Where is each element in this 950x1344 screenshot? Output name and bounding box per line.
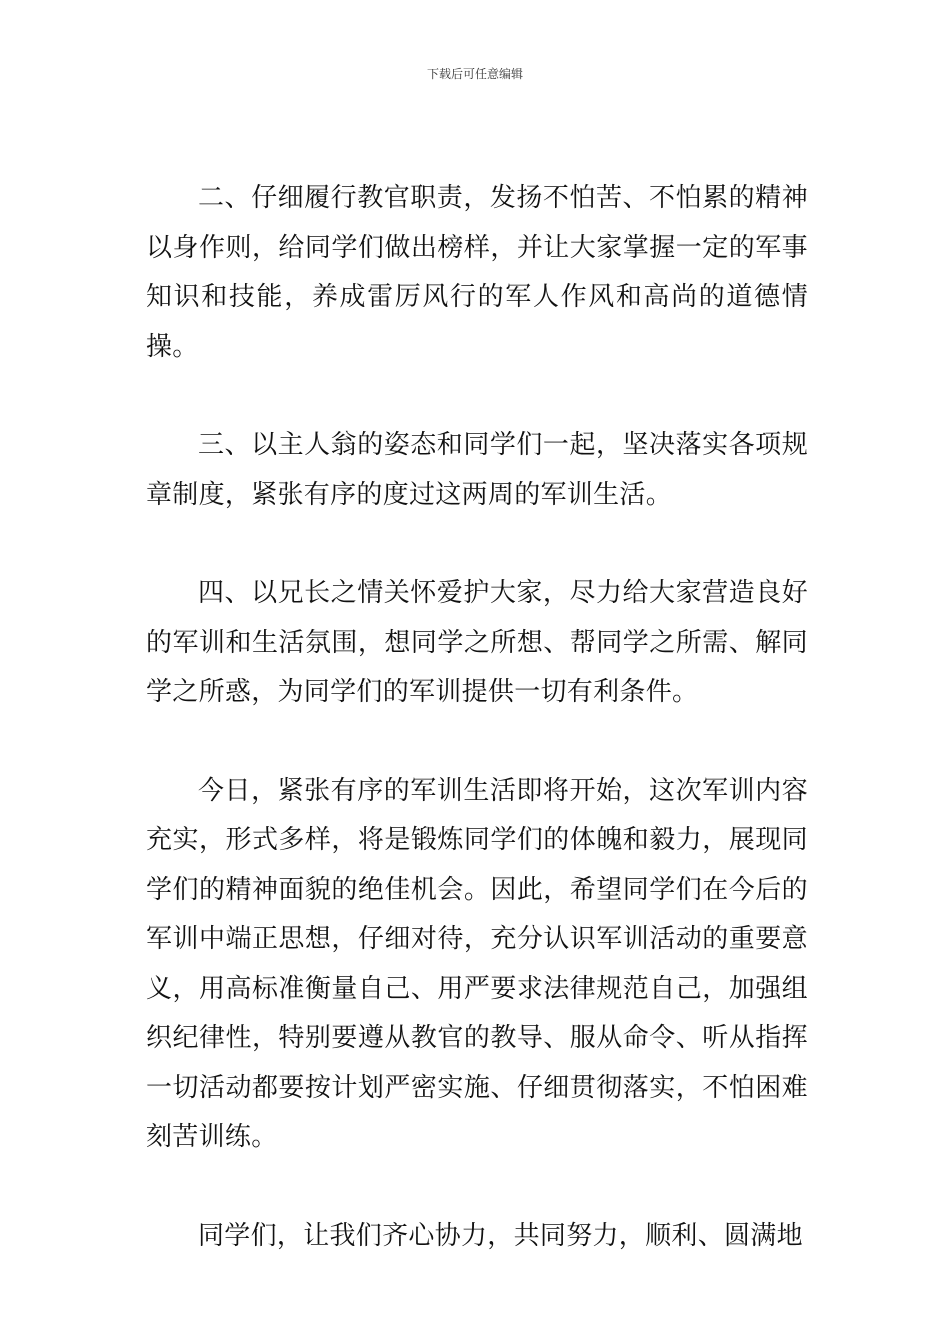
paragraph-today: 今日，紧张有序的军训生活即将开始，这次军训内容充实，形式多样，将是锻炼同学们的体魄和毅力，展现同学们的精神面貌的绝佳机会。因此，希望同学们在今后的军训中端正思想，仔细对待，充分认识军训活动的重要意义，用高标准衡量自己、用严要求法律规范自己，加强组织纪律性，特别要遵从教官的教导、服从命令、听从指挥一切活动都要按计划严密实施、仔细贯彻落实，不怕困难刻苦训练。: [146, 775, 808, 1152]
document-body: [146, 174, 808, 1261]
paragraph-2-duties: 二、仔细履行教官职责，发扬不怕苦、不怕累的精神以身作则，给同学们做出榜样，并让大家掌握一定的军事知识和技能，养成雷厉风行的军人作风和高尚的道德情操。: [146, 183, 808, 362]
page-header: 下载后可任意编辑: [426, 67, 523, 81]
paragraph-closing: 同学们，让我们齐心协力，共同努力，顺利、圆满地: [198, 1220, 803, 1251]
paragraph-4-care: 四、以兄长之情关怀爱护大家，尽力给大家营造良好的军训和生活氛围，想同学之所想、帮同学之所需、解同学之所惑，为同学们的军训提供一切有利条件。: [146, 578, 808, 707]
paragraph-3-rules: 三、以主人翁的姿态和同学们一起，坚决落实各项规章制度，紧张有序的度过这两周的军训生活。: [146, 430, 808, 510]
